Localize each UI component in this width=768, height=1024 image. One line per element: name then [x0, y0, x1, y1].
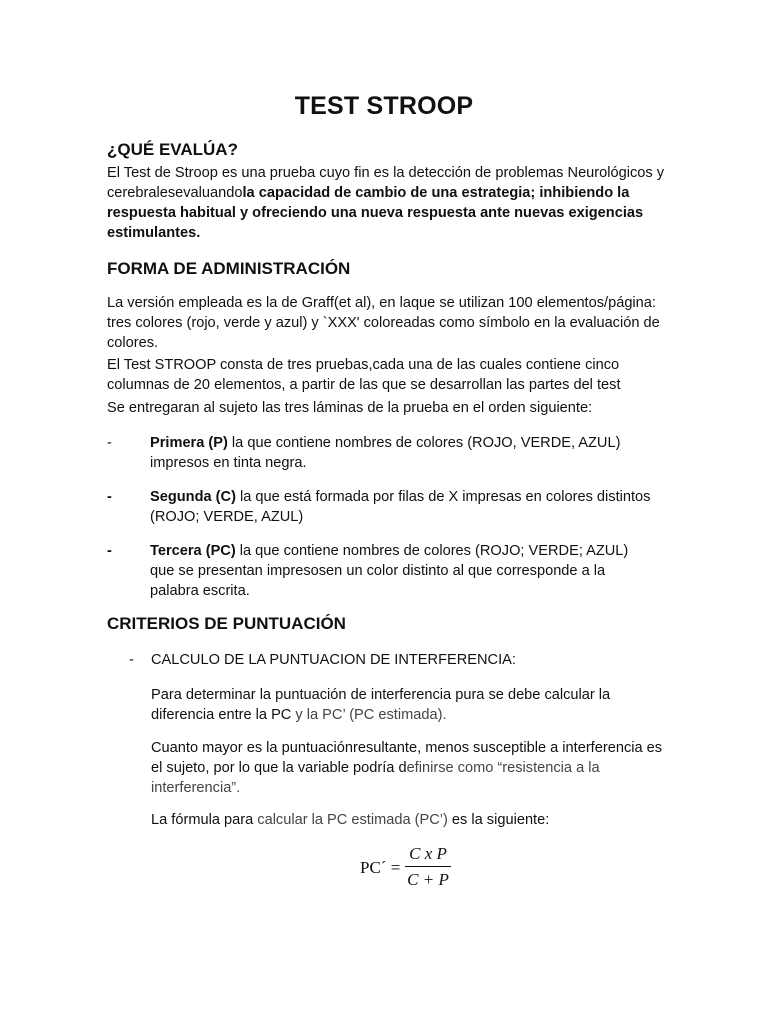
list-item-dash: -: [107, 543, 112, 559]
list-item-dash: -: [107, 435, 112, 451]
heading-forma-administracion: FORMA DE ADMINISTRACIÓN: [107, 259, 351, 278]
list-item-text: la que está formada por filas de X impresas en colores distintos (ROJO; VERDE, AZUL): [150, 489, 651, 525]
paragraph-formula-intro-b: calcular la PC estimada (PC’): [257, 812, 448, 828]
paragraph-que-evalua-bold: la capacidad de cambio de una estrategia; inhibiendo la respuesta habitual y ofreciendo una nueva respuesta ante nuevas exigencias estimulantes.: [107, 185, 644, 241]
list-item-segunda: [150, 487, 670, 527]
paragraph-version: La versión empleada es la de Graff(et al), en laque se utilizan 100 elementos/página: tres colores (rojo, verde y azul) y `XXX' coloreadas como símbolo en la evaluación de colores.: [107, 295, 660, 351]
paragraph-entregaran: Se entregaran al sujeto las tres láminas de la prueba en el orden siguiente:: [107, 400, 593, 416]
document-title: TEST STROOP: [294, 92, 474, 120]
paragraph-cuanto-mayor-soft: efinirse como “resistencia a la interferencia”.: [151, 760, 600, 796]
paragraph-que-evalua: [107, 163, 667, 243]
heading-criterios-puntuacion: CRITERIOS DE PUNTUACIÓN: [107, 614, 346, 633]
paragraph-determinar: [151, 685, 671, 725]
paragraph-consta: El Test STROOP consta de tres pruebas,cada una de las cuales contiene cinco columnas de 20 elementos, a partir de las que se desarrollan las partes del test: [107, 357, 621, 393]
list-item-label: Primera (P): [150, 435, 228, 451]
list-item-dash: -: [107, 489, 112, 505]
formula-numerator: C x P: [409, 844, 447, 863]
sub-item-dash: -: [129, 652, 134, 668]
paragraph-cuanto-mayor-main: Cuanto mayor es la puntuaciónresultante, menos susceptible a interferencia es el sujeto, por lo que la variable podría d: [151, 740, 663, 776]
formula-lhs: PC´ =: [360, 858, 401, 877]
list-item-label: Segunda (C): [150, 489, 236, 505]
fraction-bar: [405, 866, 451, 867]
paragraph-que-evalua-plain: El Test de Stroop es una prueba cuyo fin es la detección de problemas Neurológicos y cerebralesevaluando: [107, 165, 665, 201]
list-item-label: Tercera (PC): [150, 543, 236, 559]
formula-denominator: C + P: [407, 870, 449, 889]
paragraph-determinar-main: Para determinar la puntuación de interferencia pura se debe calcular la diferencia entre la PC: [151, 687, 611, 723]
list-item-text: la que contiene nombres de colores (ROJO; VERDE; AZUL) que se presentan impresosen un color distinto al que corresponde a la palabra escrita.: [150, 543, 629, 599]
list-item-primera: [150, 433, 670, 473]
heading-que-evalua: ¿QUÉ EVALÚA?: [107, 140, 238, 159]
paragraph-formula-intro: [151, 810, 671, 830]
list-item-text: la que contiene nombres de colores (ROJO, VERDE, AZUL) impresos en tinta negra.: [150, 435, 621, 471]
sub-heading-calculo: CALCULO DE LA PUNTUACION DE INTERFERENCIA:: [151, 652, 516, 668]
paragraph-determinar-soft: y la PC’ (PC estimada).: [295, 707, 447, 723]
list-item-tercera: [150, 541, 655, 601]
paragraph-formula-intro-a: La fórmula para: [151, 812, 258, 828]
formula-fraction: [405, 843, 451, 891]
paragraph-cuanto-mayor: [151, 738, 671, 798]
paragraph-formula-intro-c: es la siguiente:: [447, 812, 550, 828]
